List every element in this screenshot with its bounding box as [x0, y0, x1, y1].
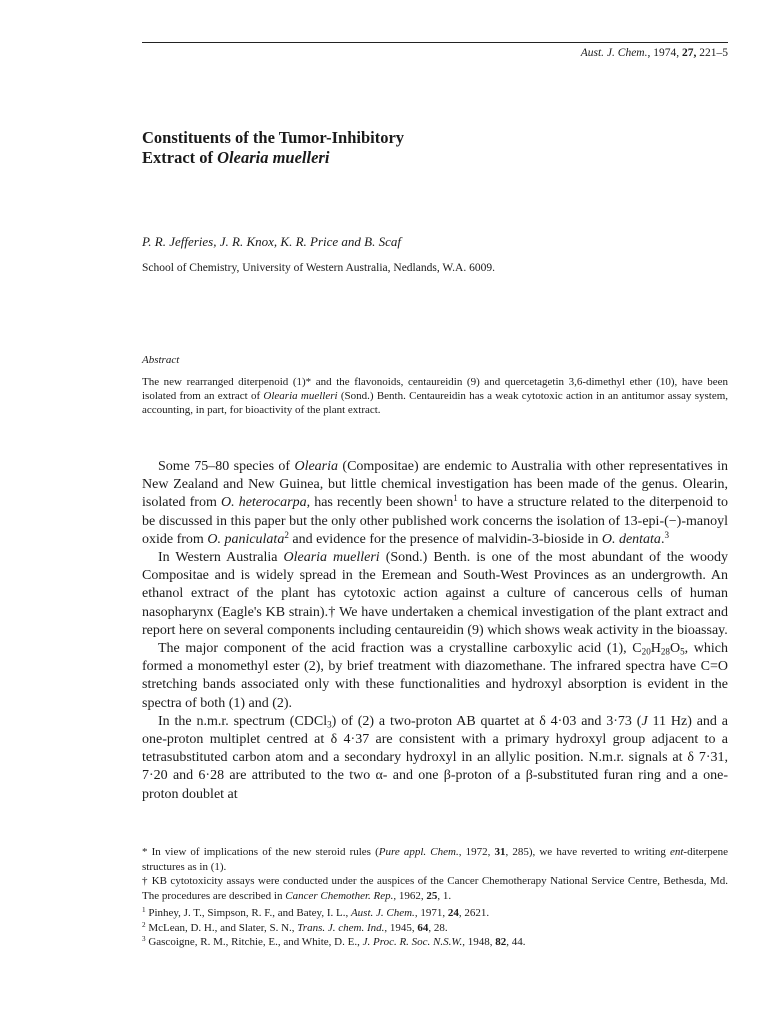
reference-list [142, 906, 728, 950]
abstract-text: The new rearranged diterpenoid (1)* and the flavonoids, centaureidin (9) and quercetagetin 3,6-dimethyl ether (10), have been isolated from an extract of Olearia muelleri (Sond.) Benth. Centaureidin has a weak cytotoxic action in an antitumor assay system, accounting, in part, for bioactivity of the plant extract. [142, 376, 729, 416]
reference-item: $^2$ McLean, D. H., and Slater, S. N., Trans. J. chem. Ind., 1945, 64, 28. [142, 920, 448, 934]
journal-pages: 221–5 [699, 47, 728, 59]
paragraph-3: The major component of the acid fraction was a crystalline carboxylic acid (1), $C_{20}H_{28}O_5$, which formed a monomethyl ester (2), by brief treatment with diazomethane. The infrared spectra have C=O stretching bands associated only with these functionalities and hydroxyl absorption is evident in the spectra of both (1) and (2). [142, 641, 728, 711]
journal-reference: Aust. J. Chem., 1974, 27, 221–5 [580, 47, 728, 59]
footnote-dagger: † KB cytotoxicity assays were conducted under the auspices of the Cancer Chemotherapy National Service Centre, Bethesda, Md. The procedures are described in Cancer Chemother. Rep., 1962, 25, 1. [142, 875, 728, 902]
abstract-heading: Abstract [142, 354, 180, 366]
paper-title [142, 128, 702, 168]
author-list: P. R. Jefferies, J. R. Knox, K. R. Price and B. Scaf [142, 234, 401, 249]
paragraph-2: In Western Australia Olearia muelleri (Sond.) Benth. is one of the most abundant of the woody Compositae and is widely spread in the Eremean and South-West Provinces as an undergrowth. An ethanol extract of the plant has cytotoxic action against a culture of cancerous cells of human nasopharynx (Eagle's KB strain).† We have undertaken a chemical investigation of the plant extract and report here on several components including centaureidin (9) which shows weak activity in the bioassay. [142, 550, 728, 638]
header-rule [142, 42, 728, 43]
paragraph-4: In the n.m.r. spectrum (CDCl$_3$) of (2) a two-proton AB quartet at δ 4·03 and 3·73 (J 11 Hz) and a one-proton multiplet centred at δ 4·37 are consistent with a primary hydroxyl group adjacent to a tetrasubstituted carbon atom and a secondary hydroxyl in an allylic position. N.m.r. signals at δ 7·31, 7·20 and 6·28 are attributed to the two α- and one β-proton of a β-substituted furan ring and a one-proton doublet at [142, 713, 728, 802]
paragraph-1: Some 75–80 species of Olearia (Compositae) are endemic to Australia with other representatives in New Zealand and New Guinea, but little chemical investigation has been made of the genus. Olearin, isolated from O. heterocarpa, has recently been shown$^1$ to have a structure related to the diterpenoid to be discussed in this paper but the only other published work concerns the isolation of 13-epi-(−)-manoyl oxide from O. paniculata$^2$ and evidence for the presence of malvidin-3-bioside in O. dentata.$^3$ [142, 459, 729, 547]
footnotes [142, 845, 728, 950]
journal-name: Aust. J. Chem. [580, 47, 648, 59]
affiliation: School of Chemistry, University of Western Australia, Nedlands, W.A. 6009. [142, 262, 495, 274]
title-line-2: Extract of Olearia muelleri [142, 148, 330, 167]
title-line-1: Constituents of the Tumor-Inhibitory [142, 128, 405, 147]
journal-year: 1974, [653, 47, 680, 59]
journal-volume: 27, [682, 47, 697, 59]
reference-item: $^1$ Pinhey, J. T., Simpson, R. F., and Batey, I. L., Aust. J. Chem., 1971, 24, 2621. [142, 906, 490, 919]
body-text [142, 458, 728, 804]
title-species: Olearia muelleri [217, 148, 330, 167]
reference-item: $^3$ Gascoigne, R. M., Ritchie, E., and White, D. E., J. Proc. R. Soc. N.S.W., 1948, 82, 44. [142, 935, 526, 948]
footnote-star: * In view of implications of the new steroid rules (Pure appl. Chem., 1972, 31, 285), we have reverted to writing ent-diterpene structures as in (1). [142, 846, 728, 873]
